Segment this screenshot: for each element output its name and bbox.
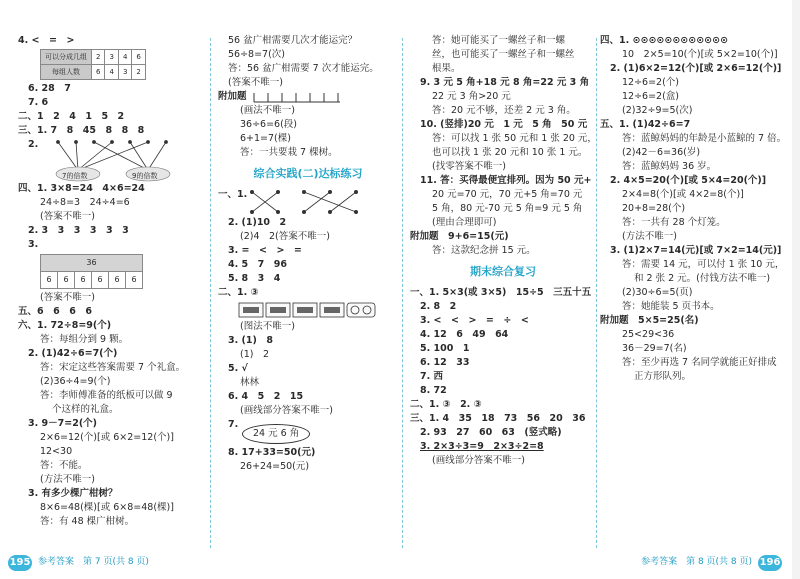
c3-line: 8. 72 <box>420 385 447 396</box>
c2-line: (画法不唯一) <box>240 105 295 116</box>
c1-line: 答：不能。 <box>40 460 88 471</box>
c2-line: (画线部分答案不唯一) <box>240 405 333 416</box>
dot-matching <box>218 188 398 216</box>
c1-line: 3. <box>28 239 39 250</box>
c4-line: 2×4=8(个)[或 4×2=8(个)] <box>622 189 744 200</box>
c4-line: 正方形队列。 <box>634 371 692 382</box>
c1-line: 答：有 48 棵广柑树。 <box>40 516 135 527</box>
c4-line: 附加题 5×5=25(名) <box>600 315 699 326</box>
c2-line: (答案不唯一) <box>228 77 283 88</box>
table-cell: 6 <box>132 50 145 65</box>
c2-line: 答：56 盆广柑需要 7 次才能运完。 <box>228 63 379 74</box>
c3-line: (理由合理即可) <box>432 217 497 228</box>
c2-line: 5. √ <box>228 363 248 374</box>
c4-line: (方法不唯一) <box>622 231 677 242</box>
c2-line: 56÷8=7(次) <box>228 49 286 60</box>
c3-line: 答：20 元不够，还差 2 元 3 角。 <box>432 105 576 116</box>
c2-line: (2)4 2(答案不唯一) <box>240 231 330 242</box>
strip-cell: 6 <box>126 272 143 289</box>
c4-line: 2. 4×5=20(个)[或 5×4=20(个)] <box>610 175 767 186</box>
multiples-matching <box>18 138 208 182</box>
c3-line: 6. 12 33 <box>420 357 470 368</box>
page-edge <box>792 0 800 579</box>
c4-line: 五、1. (1)42÷6=7 <box>600 119 691 130</box>
c4-line: 36－29=7(名) <box>622 343 687 354</box>
c4-line: 答：她能装 5 页书本。 <box>622 301 720 312</box>
c3-line: 三、1. 4 35 18 73 56 20 36 <box>410 413 586 424</box>
c3-line: 一、1. 5×3(或 3×5) 15÷5 三五十五 <box>410 287 592 298</box>
c2-line: 56 盆广柑需要几次才能运完？ <box>228 35 358 46</box>
c3-line: 2. 93 27 60 63 (竖式略) <box>420 427 562 438</box>
division-strip <box>40 254 143 289</box>
strip-cell: 6 <box>75 272 92 289</box>
c3-line: 9. 3 元 5 角+18 元 8 角=22 元 3 角 <box>420 77 590 88</box>
c3-line: 22 元 3 角>20 元 <box>432 91 511 102</box>
c1-line: 24÷8=3 24÷4=6 <box>40 197 130 208</box>
c1-line: (答案不唯一) <box>40 211 95 222</box>
c1-line: 8×6=48(棵)[或 6×8=48(棵)] <box>40 502 174 513</box>
c2-line: 5. 8 3 4 <box>228 273 281 284</box>
table-cell: 可以分成几组 <box>41 50 92 65</box>
c3-line: (画线部分答案不唯一) <box>432 455 525 466</box>
c1-line: 答：宋定这些答案需要 7 个礼盒。 <box>40 362 186 373</box>
c2-line: 二、1. ③ <box>218 287 259 298</box>
c1-line: 答：李师傅准备的纸板可以做 9 <box>40 390 173 401</box>
c1-line: 2. (1)42÷6=7(个) <box>28 348 118 359</box>
c3-line: 答：可以找 1 张 50 元和 1 张 20 元， <box>432 133 597 144</box>
c3-line: 7. 西 <box>420 371 444 382</box>
c3-line: 丝，也可能买了一螺丝子和一螺丝 <box>432 49 575 60</box>
c1-line: 6. 28 7 <box>28 83 71 94</box>
c2-line: 6. 4 5 2 15 <box>228 391 304 402</box>
column-divider <box>210 38 211 548</box>
c2-line: 一、1. <box>218 189 248 200</box>
c1-line: 个这样的礼盒。 <box>52 404 119 415</box>
bonus-heading <box>218 90 398 104</box>
c1-line: (方法不唯一) <box>40 474 95 485</box>
section-title-practice: 综合实践(二)达标练习 <box>253 167 363 180</box>
matching-lines <box>18 138 188 182</box>
c4-line: 3. (1)2×7=14(元)[或 7×2=14(元)] <box>610 245 782 256</box>
nine-multiple-label: 9的倍数 <box>132 172 158 180</box>
c2-line: 2. (1)10 2 <box>228 217 287 228</box>
c1-line: 2×6=12(个)[或 6×2=12(个)] <box>40 432 174 443</box>
c4-line: 12÷6=2(盒) <box>622 91 680 102</box>
c1-line: (答案不唯一) <box>40 292 95 303</box>
c2-line: (图法不唯一) <box>240 321 295 332</box>
c2-line: (1) 2 <box>240 349 270 360</box>
c2-line: 林林 <box>240 377 260 388</box>
table-cell: 4 <box>105 65 118 80</box>
c4-line: 和 2 张 2 元。(付钱方法不唯一) <box>634 273 771 284</box>
c4-line: 答：一共有 28 个灯笼。 <box>622 217 726 228</box>
c3-line: 也可以找 1 张 20 元和 10 张 1 元。 <box>432 147 588 158</box>
c3-line: 5 角，80 元-70 元 5 角=9 元 5 角 <box>432 203 583 214</box>
c4-line: 答：至少再选 7 名同学就能正好排成 <box>622 357 777 368</box>
c3-line: (找零答案不唯一) <box>432 161 506 172</box>
table-cell: 3 <box>105 50 118 65</box>
table-cell: 每组人数 <box>41 65 92 80</box>
c1-line: 答：每组分到 9 颗。 <box>40 334 129 345</box>
c4-line: 12÷6=2(个) <box>622 77 680 88</box>
c1-line: 四、1. 3×8=24 4×6=24 <box>18 183 145 194</box>
c1-line: 六、1. 72÷8=9(个) <box>18 320 112 331</box>
c1-line: 3. 9－7=2(个) <box>28 418 98 429</box>
column-2 <box>218 34 398 474</box>
c4-line: 答：需要 14 元，可以付 1 张 10 元， <box>622 259 785 270</box>
tree-line-diagram <box>252 91 342 103</box>
c1-line: 7. 6 <box>28 97 49 108</box>
c4-line: (2)42－6=36(岁) <box>622 147 701 158</box>
c4-line: (2)30÷6=5(页) <box>622 287 693 298</box>
c2-line: 4. 5 7 96 <box>228 259 287 270</box>
c3-line: 11. 答：买得最便宜排列。因为 50 元+ <box>420 175 592 186</box>
table-cell: 2 <box>132 65 145 80</box>
c1-line: 二、1 2 4 1 5 2 <box>18 111 125 122</box>
c2-line: 26+24=50(元) <box>240 461 310 472</box>
c3-line: 根果。 <box>432 63 461 74</box>
c3-line: 二、1. ③ 2. ③ <box>410 399 482 410</box>
seven-multiple-label: 7的倍数 <box>62 172 88 180</box>
c4-line: (2)32÷9=5(次) <box>622 105 693 116</box>
c4-line: 25<29<36 <box>622 329 675 340</box>
strip-cell: 6 <box>41 272 58 289</box>
c3-line: 附加题 9+6=15(元) <box>410 231 509 242</box>
section-title-final-review: 期末综合复习 <box>470 265 536 278</box>
column-divider <box>596 38 597 548</box>
page-number-left: 195 <box>8 555 32 571</box>
grouping-table <box>40 49 146 80</box>
strip-cell: 6 <box>58 272 75 289</box>
strip-cell: 6 <box>109 272 126 289</box>
c2-line: 答：一共要栽 7 棵树。 <box>240 147 338 158</box>
c3-line: 3. 2×3÷3=9 2×3÷2=8 <box>420 441 544 452</box>
c1-line: 4. < = > <box>18 35 75 46</box>
c1-line: 三、1. 7 8 45 8 8 8 <box>18 125 145 136</box>
table-cell: 2 <box>92 50 105 65</box>
c3-line: 2. 8 2 <box>420 301 457 312</box>
table-cell: 3 <box>118 65 131 80</box>
c3-line: 20 元=70 元，70 元+5 角=70 元 <box>432 189 583 200</box>
c2-line: 6+1=7(棵) <box>240 133 291 144</box>
column-divider <box>402 38 403 548</box>
bonus-label: 附加题 <box>218 91 247 102</box>
footer-left: 参考答案 第 7 页(共 8 页) <box>38 557 149 567</box>
page-number-right: 196 <box>758 555 782 571</box>
price-ellipse: 24 元 6 角 <box>242 424 310 444</box>
strip-total: 36 <box>41 255 143 272</box>
money-boxes <box>238 302 398 318</box>
column-1 <box>18 34 208 529</box>
column-4 <box>600 34 792 384</box>
c2-line: 3. = < > = <box>228 245 302 256</box>
c4-line: 答：蓝鲸妈妈的年龄是小蓝鲸的 7 倍。 <box>622 133 787 144</box>
c3-line: 4. 12 6 49 64 <box>420 329 509 340</box>
c3-line: 答：这款纪念拼 15 元。 <box>432 245 536 256</box>
c4-line: 20+8=28(个) <box>622 203 686 214</box>
table-cell: 4 <box>118 50 131 65</box>
q7-label: 7. <box>228 419 239 430</box>
table-cell: 6 <box>92 65 105 80</box>
c4-line: 四、1. ⊙⊙⊙⊙⊙⊙⊙⊙⊙⊙⊙⊙ <box>600 35 729 46</box>
dot-matching-lines <box>248 188 398 216</box>
c2-line <box>218 418 398 446</box>
c1-line: 五、6 6 6 6 <box>18 306 92 317</box>
c3-line: 3. < < > = ÷ < <box>420 315 529 326</box>
money-box-row <box>238 302 378 318</box>
c2-line: 36÷6=6(段) <box>240 119 298 130</box>
footer-right: 参考答案 第 8 页(共 8 页) <box>641 557 752 567</box>
c3-line: 5. 100 1 <box>420 343 470 354</box>
c3-line: 答：她可能买了一螺丝子和一螺 <box>432 35 566 46</box>
c2-line: 3. (1) 8 <box>228 335 273 346</box>
c3-line: 10. (竖排)20 元 1 元 5 角 50 元 <box>420 119 588 130</box>
c4-line: 2. (1)6×2=12(个)[或 2×6=12(个)] <box>610 63 782 74</box>
c1-line: 3. 有多少棵广柑树？ <box>28 488 118 499</box>
c4-line: 答：蓝鲸妈妈 36 岁。 <box>622 161 717 172</box>
c1-line: 12<30 <box>40 446 73 457</box>
c1-line: (2)36÷4=9(个) <box>40 376 111 387</box>
c2-line: 8. 17+33=50(元) <box>228 447 316 458</box>
c1-line: 2. 3 3 3 3 3 3 <box>28 225 129 236</box>
c1-line: 2. <box>28 139 39 150</box>
c4-line: 10 2×5=10(个)[或 5×2=10(个)] <box>622 49 778 60</box>
column-3 <box>410 34 596 468</box>
strip-cell: 6 <box>92 272 109 289</box>
